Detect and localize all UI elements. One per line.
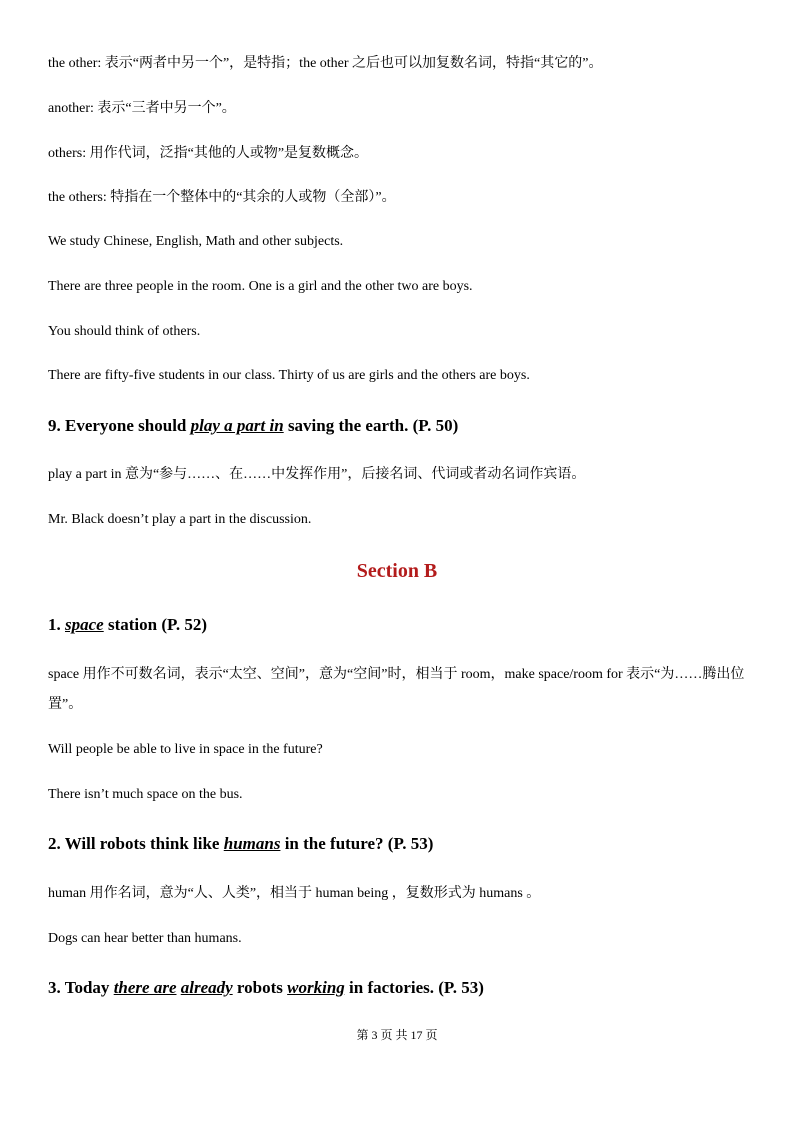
heading-key-phrase: there are [113, 978, 177, 997]
heading-text: in the future? (P. 53) [280, 834, 434, 853]
heading-key-phrase: space [65, 615, 104, 634]
text-paragraph: space 用作不可数名词，表示“太空、空间”，意为“空间”时，相当于 room，make space/room for 表示“为……腾出位置”。 [48, 667, 745, 712]
text-line: play a part in 意为“参与……、在……中发挥作用”，后接名词、代词或者动名词作宾语。 [48, 467, 586, 482]
heading-key-phrase: already [180, 978, 233, 997]
section-title: Section B [356, 560, 438, 582]
heading-text: in factories. (P. 53) [344, 978, 484, 997]
heading-text: saving the earth. (P. 50) [283, 416, 459, 435]
example-sentence: Dogs can hear better than humans. [48, 931, 242, 946]
text-line: others: 用作代词，泛指“其他的人或物”是复数概念。 [48, 146, 369, 161]
heading-text: robots [232, 978, 288, 997]
example-sentence: Mr. Black doesn’t play a part in the discussion. [48, 512, 312, 527]
example-sentence: There are three people in the room. One is a girl and the other two are boys. [48, 279, 473, 294]
example-sentence: Will people be able to live in space in the future? [48, 742, 323, 757]
item-heading-2 [48, 833, 433, 855]
example-sentence: You should think of others. [48, 324, 201, 339]
heading-text: 3. Today [48, 978, 114, 997]
item-heading-1 [48, 614, 207, 636]
item-heading-9 [48, 415, 458, 437]
example-sentence: We study Chinese, English, Math and other subjects. [48, 234, 344, 249]
example-sentence: There are fifty-five students in our class. Thirty of us are girls and the others are boys. [48, 368, 530, 383]
example-sentence: There isn’t much space on the bus. [48, 787, 243, 802]
heading-text: 2. Will robots think like [48, 834, 224, 853]
heading-key-phrase: play a part in [190, 416, 284, 435]
text-line: the other: 表示“两者中另一个”，是特指；the other 之后也可以加复数名词，特指“其它的”。 [48, 56, 603, 71]
heading-key-phrase: working [287, 978, 345, 997]
heading-key-phrase: humans [223, 834, 281, 853]
text-line: the others: 特指在一个整体中的“其余的人或物（全部）”。 [48, 190, 396, 205]
page-footer: 第 3 页 共 17 页 [356, 1028, 438, 1042]
item-heading-3 [48, 977, 484, 999]
heading-text: 1. [48, 615, 65, 634]
text-line: human 用作名词，意为“人、人类”，相当于 human being ，复数形式为 humans 。 [48, 886, 541, 901]
heading-text: 9. Everyone should [48, 416, 191, 435]
text-line: another: 表示“三者中另一个”。 [48, 101, 236, 116]
heading-text: station (P. 52) [103, 615, 207, 634]
